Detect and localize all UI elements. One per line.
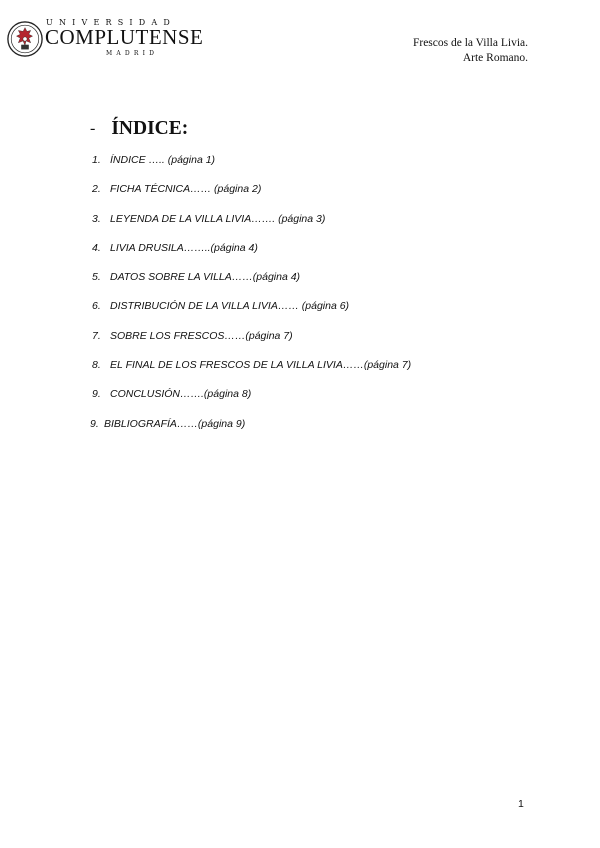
university-seal-icon [6, 20, 44, 58]
page-header [413, 36, 528, 66]
toc-item-number: 8. [92, 359, 101, 372]
toc-item [92, 388, 411, 417]
toc-item-number: 2. [92, 183, 101, 196]
toc-item-text: LEYENDA DE LA VILLA LIVIA……. (página 3) [110, 212, 326, 225]
toc-item-text: EL FINAL DE LOS FRESCOS DE LA VILLA LIVIA……(página 7) [110, 359, 412, 372]
toc-item-number: 6. [92, 300, 101, 313]
header-course-line: Arte Romano. [462, 52, 528, 64]
toc-item [92, 183, 411, 212]
toc-item-text: LIVIA DRUSILA……..(página 4) [110, 241, 258, 254]
logo-university-text: UNIVERSIDAD [46, 18, 176, 27]
toc-item-number: 4. [92, 241, 101, 254]
toc-item-text: DISTRIBUCIÓN DE LA VILLA LIVIA…… (página 6) [110, 300, 350, 313]
toc-item-number: 3. [92, 212, 101, 225]
toc-item [92, 213, 411, 242]
table-of-contents [92, 154, 411, 447]
toc-item-number: 9. [90, 417, 99, 430]
logo-madrid-text: MADRID [106, 50, 159, 57]
toc-item-number: 1. [92, 154, 101, 166]
header-subject-line: Frescos de la Villa Livia. [412, 37, 528, 49]
page-number: 1 [518, 798, 524, 810]
toc-item-text: FICHA TÉCNICA…… (página 2) [110, 183, 262, 196]
page-title: ÍNDICE: [111, 118, 189, 139]
heading-bullet: - [90, 120, 96, 137]
toc-item-text: BIBLIOGRAFÍA……(página 9) [104, 417, 246, 430]
toc-item [92, 300, 411, 329]
index-heading [90, 118, 188, 140]
toc-item [92, 154, 411, 183]
toc-item [92, 271, 411, 300]
toc-item [92, 330, 411, 359]
toc-item-text: CONCLUSIÓN…….(página 8) [110, 388, 252, 401]
toc-item-text: SOBRE LOS FRESCOS……(página 7) [110, 329, 293, 342]
toc-item [92, 418, 411, 447]
toc-item-text: DATOS SOBRE LA VILLA……(página 4) [110, 271, 301, 284]
toc-item-number: 5. [92, 271, 101, 284]
toc-item-text: ÍNDICE ….. (página 1) [110, 154, 216, 166]
toc-item-number: 9. [92, 388, 101, 401]
toc-item [92, 359, 411, 388]
toc-item-number: 7. [92, 329, 101, 342]
logo-complutense-text: COMPLUTENSE [45, 25, 204, 49]
toc-item [92, 242, 411, 271]
university-logo [6, 18, 204, 60]
